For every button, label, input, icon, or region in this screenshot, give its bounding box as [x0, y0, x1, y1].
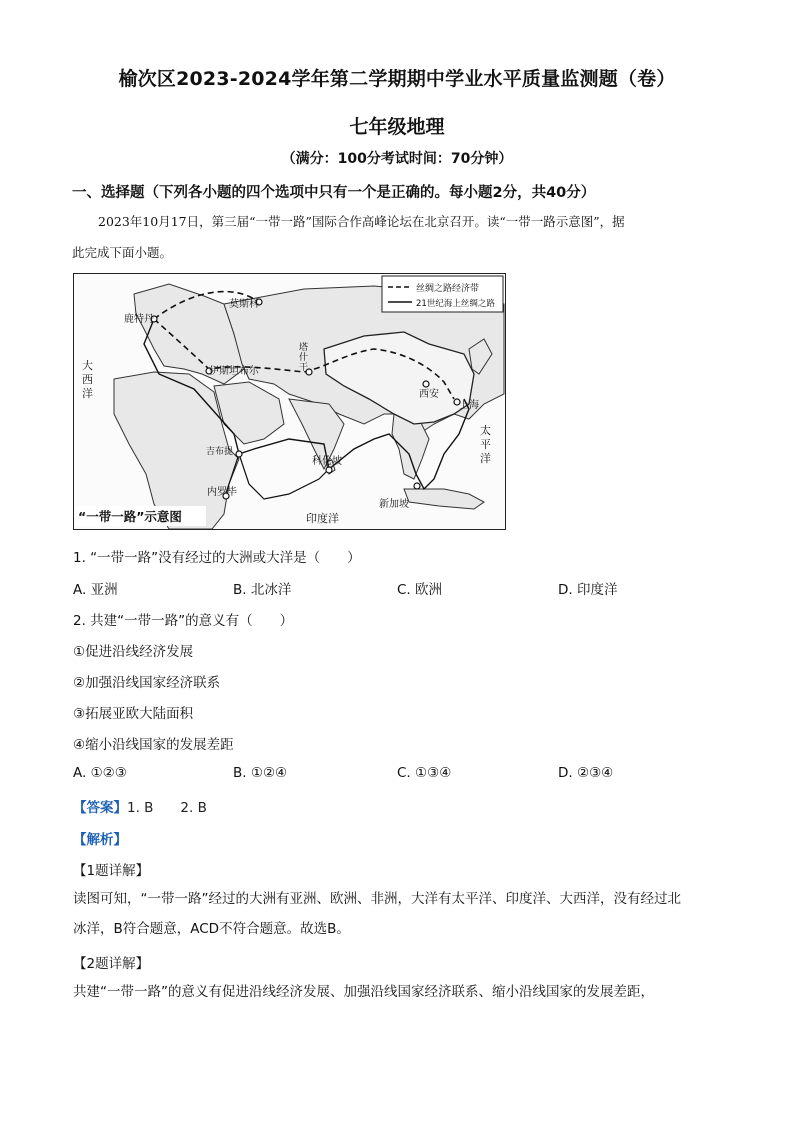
label-pacific-1: 太	[480, 424, 491, 437]
label-djibouti: 吉布提	[206, 447, 234, 457]
label-nairobi: 内罗毕	[207, 487, 237, 498]
exam-subject: 七年级地理	[349, 116, 445, 138]
map-graphic	[74, 274, 505, 529]
label-istanbul: 伊斯坦布尔	[209, 366, 259, 377]
section-heading: 一、选择题（下列各小题的四个选项中只有一个是正确的。每小题2分，共40分）	[72, 185, 596, 201]
detail-1-line: 冰洋，B符合题意，ACD不符合题意。故选B。	[73, 921, 350, 937]
intro-line: 2023年10月17日，第三届“一带一路”国际合作高峰论坛在北京召开。读“一带一路示意图”，据	[98, 214, 625, 229]
q2-item: ①促进沿线经济发展	[73, 644, 194, 660]
exam-title: 榆次区2023-2024学年第二学期期中学业水平质量监测题（卷）	[118, 68, 676, 90]
label-xian: 西安	[419, 389, 439, 400]
label-shanghai: 上海	[459, 400, 479, 411]
q2-item: ④缩小沿线国家的发展差距	[73, 737, 234, 753]
q1-option-c[interactable]: C. 欧洲	[397, 582, 443, 598]
city-marker-colombo	[326, 467, 332, 473]
legend-land-label: 丝绸之路经济带	[416, 284, 480, 294]
q1-option-b[interactable]: B. 北冰洋	[233, 582, 292, 598]
answer-row	[73, 796, 207, 816]
label-moscow: 莫斯科	[229, 299, 259, 310]
label-colombo: 科伦坡	[312, 456, 342, 467]
label-atlantic-3: 洋	[82, 387, 93, 400]
label-rotterdam: 鹿特丹	[124, 314, 154, 325]
city-marker-singapore	[414, 483, 420, 489]
intro-line: 此完成下面小题。	[72, 245, 173, 260]
q2-option-d[interactable]: D. ②③④	[558, 765, 614, 781]
q2-item: ②加强沿线国家经济联系	[73, 675, 221, 691]
indonesia-islands	[404, 489, 484, 509]
analysis-label-text: 【解析】	[73, 832, 127, 848]
map-caption: “一带一路”示意图	[78, 509, 182, 524]
belt-road-map	[73, 273, 506, 530]
q2-option-b[interactable]: B. ①②④	[233, 765, 288, 781]
detail-1-body	[73, 884, 723, 944]
answer-text: 1. B 2. B	[127, 800, 207, 816]
q2-item: ③拓展亚欧大陆面积	[73, 706, 194, 722]
label-pacific-3: 洋	[480, 452, 491, 465]
detail-1-line: 读图可知，“一带一路”经过的大洲有亚洲、欧洲、非洲，大洋有太平洋、印度洋、大西洋，没有经过北	[73, 891, 681, 907]
label-tashkent-2: 什	[299, 353, 309, 363]
q1-option-d[interactable]: D. 印度洋	[558, 582, 618, 598]
detail-2-line: 共建“一带一路”的意义有促进沿线经济发展、加强沿线国家经济联系、缩小沿线国家的发展差距，	[73, 984, 654, 1000]
analysis-label	[73, 828, 127, 848]
q2-option-c[interactable]: C. ①③④	[397, 765, 452, 781]
exam-meta: （满分：100分考试时间：70分钟）	[281, 151, 513, 167]
detail-2-label: 【2题详解】	[73, 956, 150, 972]
label-indian-ocean: 印度洋	[306, 512, 339, 525]
label-tashkent-1: 塔	[299, 343, 309, 353]
label-singapore: 新加坡	[379, 499, 409, 510]
detail-2-body	[73, 977, 723, 1007]
city-marker-djibouti	[236, 451, 242, 457]
section-intro	[72, 206, 722, 268]
answer-label: 【答案】	[73, 800, 127, 816]
question-2-stem: 2. 共建“一带一路”的意义有（ ）	[73, 613, 294, 629]
label-atlantic-2: 西	[82, 373, 93, 386]
detail-1-label: 【1题详解】	[73, 863, 150, 879]
q2-option-a[interactable]: A. ①②③	[73, 765, 127, 781]
legend-sea-label: 21世纪海上丝绸之路	[416, 299, 495, 309]
label-atlantic-1: 大	[82, 359, 93, 372]
label-tashkent-3: 干	[299, 363, 309, 373]
q1-option-a[interactable]: A. 亚洲	[73, 582, 118, 598]
city-marker-xian	[423, 381, 429, 387]
label-pacific-2: 平	[480, 438, 491, 451]
question-1-stem: 1. “一带一路”没有经过的大洲或大洋是（ ）	[73, 550, 361, 566]
